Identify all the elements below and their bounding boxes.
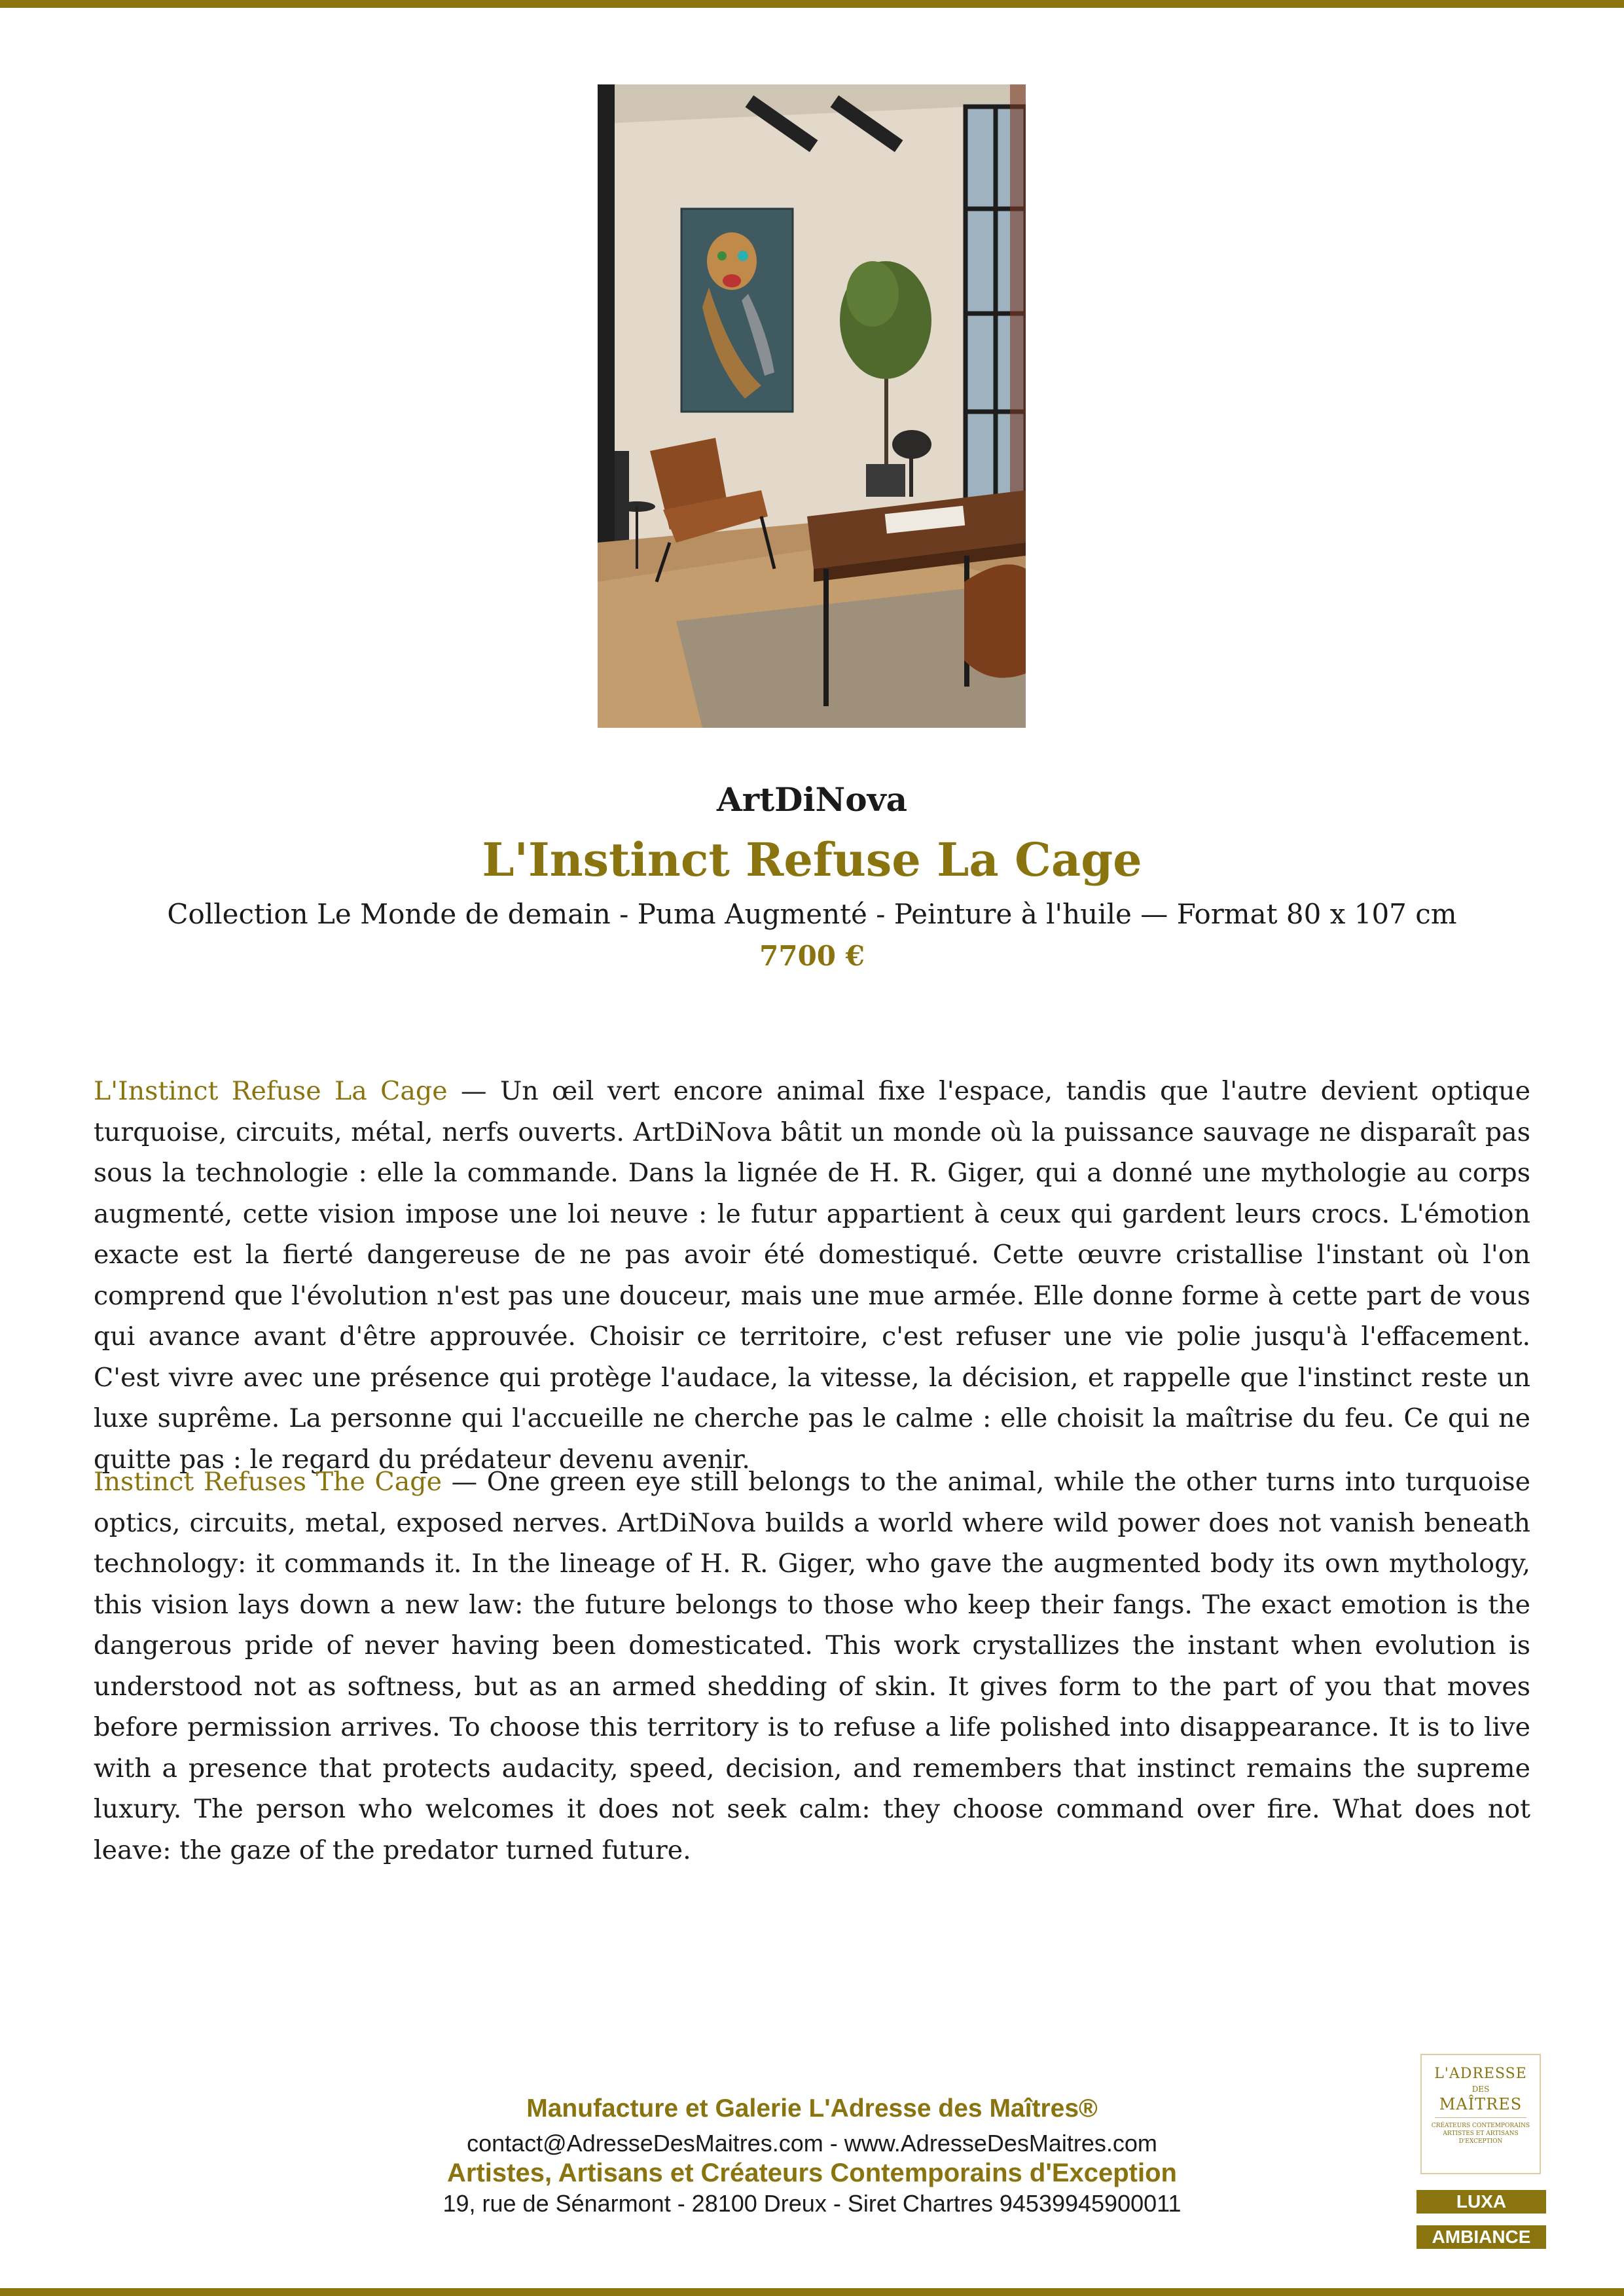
artwork-title: L'Instinct Refuse La Cage: [482, 833, 1142, 887]
description-french: [94, 1071, 1530, 1480]
logo-line-2: DES: [1471, 2085, 1490, 2094]
description-english: [94, 1462, 1530, 1871]
top-accent-bar: [0, 0, 1624, 8]
logo-divider: [1435, 2117, 1526, 2118]
logo-line-1: L'ADRESSE: [1434, 2066, 1527, 2082]
artwork-room-photo: [598, 84, 1026, 728]
bottom-accent-bar: [0, 2288, 1624, 2296]
description-french-lead: L'Instinct Refuse La Cage: [94, 1076, 448, 1106]
artwork-subtitle: Collection Le Monde de demain - Puma Augmenté - Peinture à l'huile — Format 80 x 107 cm: [167, 898, 1457, 930]
description-english-lead: Instinct Refuses The Cage: [94, 1467, 442, 1497]
logo-line-4: CRÉATEURS CONTEMPORAINS ARTISTES ET ARTISANS D'EXCEPTION: [1431, 2123, 1530, 2145]
footer-gallery-name: Manufacture et Galerie L'Adresse des Maîtres®: [526, 2094, 1098, 2123]
logo-line-3: MAÎTRES: [1439, 2095, 1523, 2113]
description-english-text: — One green eye still belongs to the animal, while the other turns into turquoise optics, circuits, metal, exposed nerves. ArtDiNova builds a world where wild power does not vanish beneath technology: it commands it. In the lineage of H. R. Giger, who gave the augmented body its own mythology, this vision lays down a new law: the future belongs to those who keep their fangs. The exact emotion is the dangerous pride of never having been domesticated. This work crystallizes the instant when evolution is understood not as softness, but as an armed shedding of skin. It gives form to the part of you that moves before permission arrives. To choose this territory is to refuse a life polished into disappearance. It is to live with a presence that protects audacity, speed, decision, and remembers that instinct remains the supreme luxury. The person who welcomes it does not seek calm: they choose command over fire. What does not leave: the gaze of the predator turned future.: [94, 1467, 1530, 1865]
footer-tagline: Artistes, Artisans et Créateurs Contemporains d'Exception: [447, 2159, 1177, 2187]
badge-luxa: LUXA: [1416, 2190, 1546, 2214]
footer-contact: contact@AdresseDesMaitres.com - www.AdresseDesMaitres.com: [467, 2130, 1157, 2157]
artist-name: ArtDiNova: [716, 780, 908, 819]
artwork-price: 7700 €: [759, 940, 865, 972]
footer-address: 19, rue de Sénarmont - 28100 Dreux - Siret Chartres 94539945900011: [442, 2190, 1182, 2217]
description-french-text: — Un œil vert encore animal fixe l'espace, tandis que l'autre devient optique turquoise, circuits, métal, nerfs ouverts. ArtDiNova bâtit un monde où la puissance sauvage ne disparaît pas sous la technologie : elle la commande. Dans la lignée de H. R. Giger, qui a donné une mythologie au corps augmenté, cette vision impose une loi neuve : le futur appartient à ceux qui gardent leurs crocs. L'émotion exacte est la fierté dangereuse de ne pas avoir été domestiqué. Cette œuvre cristallise l'instant où l'on comprend que l'évolution n'est pas une douceur, mais une mue armée. Elle donne forme à cette part de vous qui avance avant d'être approuvée. Choisir ce territoire, c'est refuser une vie polie jusqu'à l'effacement. C'est vivre avec une présence qui protège l'audace, la vitesse, la décision, et rappelle que l'instinct reste un luxe suprême. La personne qui l'accueille ne cherche pas le calme : elle choisit la maîtrise du feu. Ce qui ne quitte pas : le regard du prédateur devenu avenir.: [94, 1076, 1530, 1475]
gallery-logo: [1420, 2054, 1541, 2174]
badge-ambiance: AMBIANCE: [1416, 2225, 1546, 2249]
